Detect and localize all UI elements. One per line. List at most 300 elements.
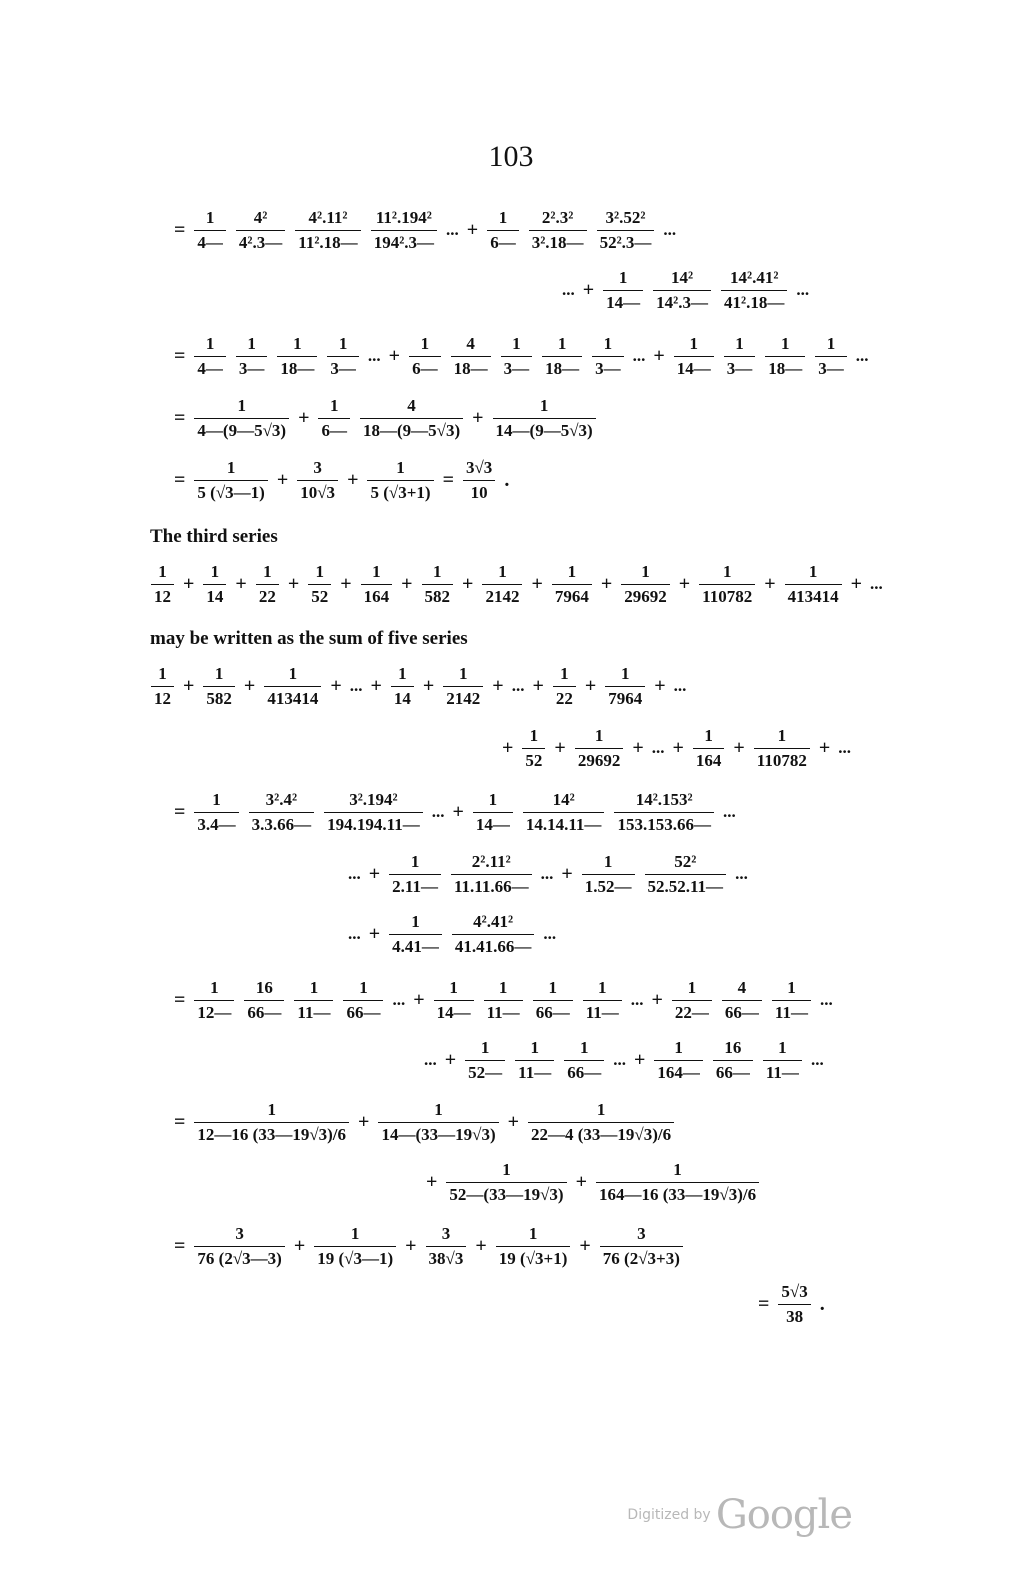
denominator: 52 xyxy=(525,750,543,770)
plus-sign: + xyxy=(472,406,484,429)
fraction xyxy=(724,334,756,378)
fraction xyxy=(614,790,714,834)
plus-sign: + xyxy=(466,218,479,241)
ellipsis: ... xyxy=(651,738,665,758)
plus-sign: + xyxy=(405,1234,417,1257)
series3-line xyxy=(148,562,885,622)
ellipsis: ... xyxy=(632,346,646,366)
equals-sign: = xyxy=(174,468,186,491)
numerator: 1 xyxy=(654,1038,703,1061)
denominator: 153.153.66— xyxy=(617,814,711,834)
fraction xyxy=(194,208,226,252)
fraction xyxy=(244,978,284,1022)
equals-sign: = xyxy=(174,344,186,367)
plus-sign: + xyxy=(462,572,474,595)
fraction xyxy=(722,978,762,1022)
denominator: 164 xyxy=(363,586,390,606)
fraction xyxy=(592,334,624,378)
five-series-line-2 xyxy=(500,726,853,786)
numerator: 1 xyxy=(361,562,393,585)
denominator: 14².3— xyxy=(656,292,709,312)
equals-sign: = xyxy=(174,406,186,429)
denominator: 11.11.66— xyxy=(453,876,529,896)
fraction xyxy=(426,1224,467,1268)
plus-sign: + xyxy=(582,278,595,301)
numerator: 4 xyxy=(451,334,491,357)
denominator: 22 xyxy=(258,586,276,606)
denominator: 4— xyxy=(197,232,223,252)
eq2-line-5 xyxy=(422,1038,826,1098)
denominator: 29692 xyxy=(624,586,667,606)
five-series-line-1 xyxy=(148,664,688,724)
fraction xyxy=(552,562,592,606)
numerator: 4².41² xyxy=(452,912,535,935)
denominator: 76 (2√3+3) xyxy=(602,1248,680,1268)
numerator: 4 xyxy=(722,978,762,1001)
denominator: 38√3 xyxy=(428,1248,464,1268)
ellipsis: ... xyxy=(838,738,851,758)
fraction xyxy=(721,268,787,312)
eq-line-5 xyxy=(172,458,511,518)
eq-line-2 xyxy=(560,268,811,328)
ellipsis: ... xyxy=(424,1050,437,1070)
numerator: 1 xyxy=(277,334,317,357)
denominator: 194².3— xyxy=(373,232,435,252)
ellipsis: ... xyxy=(540,864,554,884)
fraction xyxy=(533,978,573,1022)
fraction xyxy=(564,1038,604,1082)
numerator: 1 xyxy=(765,334,805,357)
numerator: 1 xyxy=(552,562,592,585)
fraction xyxy=(451,334,491,378)
fraction xyxy=(553,664,576,708)
denominator: 3— xyxy=(818,358,844,378)
denominator: 12 xyxy=(154,688,171,708)
eq-line-1 xyxy=(172,208,678,268)
numerator: 4².11² xyxy=(295,208,360,231)
plus-sign: + xyxy=(452,800,464,823)
numerator: 52² xyxy=(645,852,727,875)
fraction xyxy=(264,664,321,708)
numerator: 1 xyxy=(389,852,441,875)
fraction xyxy=(194,1100,349,1144)
period: . xyxy=(819,1292,825,1315)
fraction xyxy=(493,396,596,440)
plus-sign: + xyxy=(651,988,663,1011)
denominator: 11— xyxy=(518,1062,552,1082)
ellipsis: ... xyxy=(367,346,381,366)
numerator: 14² xyxy=(653,268,711,291)
plus-sign: + xyxy=(370,674,382,697)
fraction xyxy=(297,458,338,502)
denominator: 41.41.66— xyxy=(454,936,532,956)
fraction xyxy=(295,208,360,252)
fraction xyxy=(528,1100,674,1144)
denominator: 4².3— xyxy=(238,232,283,252)
watermark-logo-text: Google xyxy=(715,1492,852,1538)
numerator: 1 xyxy=(582,852,635,875)
fraction xyxy=(785,562,842,606)
fraction xyxy=(236,208,285,252)
eq2-line-9 xyxy=(756,1282,827,1342)
eq2-line-4 xyxy=(172,978,835,1038)
numerator: 3√3 xyxy=(463,458,495,481)
fraction xyxy=(487,208,519,252)
plus-sign: + xyxy=(554,736,566,759)
numerator: 1 xyxy=(194,790,238,813)
denominator: 66— xyxy=(724,1002,759,1022)
numerator: 1 xyxy=(785,562,842,585)
fraction xyxy=(294,978,333,1022)
numerator: 1 xyxy=(294,978,333,1001)
page-number: 103 xyxy=(488,140,534,173)
numerator: 1 xyxy=(409,334,441,357)
ellipsis: ... xyxy=(511,676,525,696)
fraction xyxy=(203,664,235,708)
denominator: 11— xyxy=(774,1002,808,1022)
fraction xyxy=(484,978,523,1022)
fraction xyxy=(360,396,463,440)
numerator: 3 xyxy=(194,1224,284,1247)
numerator: 4 xyxy=(360,396,463,419)
numerator: 1 xyxy=(151,664,174,687)
fraction xyxy=(473,790,513,834)
numerator: 1 xyxy=(203,562,226,585)
fraction xyxy=(314,1224,396,1268)
fraction xyxy=(582,852,635,896)
denominator: 52—(33—19√3) xyxy=(449,1184,564,1204)
fraction xyxy=(327,334,359,378)
numerator: 3².4² xyxy=(249,790,315,813)
plus-sign: + xyxy=(632,736,644,759)
plus-sign: + xyxy=(850,572,863,595)
denominator: 12—16 (33—19√3)/6 xyxy=(197,1124,347,1144)
numerator: 1 xyxy=(151,562,174,585)
fraction xyxy=(443,664,483,708)
numerator: 14².41² xyxy=(721,268,787,291)
denominator: 3.4— xyxy=(197,814,236,834)
fraction xyxy=(496,1224,571,1268)
fraction xyxy=(422,562,454,606)
numerator: 1 xyxy=(446,1160,566,1183)
numerator: 1 xyxy=(236,334,268,357)
denominator: 194.194.11— xyxy=(327,814,420,834)
denominator: 22 xyxy=(555,688,573,708)
denominator: 18— xyxy=(768,358,803,378)
fraction xyxy=(194,458,267,502)
fraction xyxy=(583,978,622,1022)
numerator: 16 xyxy=(244,978,284,1001)
ellipsis: ... xyxy=(562,280,575,300)
numerator: 1 xyxy=(592,334,624,357)
numerator: 1 xyxy=(443,664,483,687)
numerator: 1 xyxy=(553,664,576,687)
plus-sign: + xyxy=(358,1110,370,1133)
plus-sign: + xyxy=(183,572,195,595)
numerator: 1 xyxy=(343,978,383,1001)
numerator: 1 xyxy=(522,726,545,749)
fraction xyxy=(389,852,441,896)
numerator: 1 xyxy=(484,978,523,1001)
denominator: 3— xyxy=(726,358,753,378)
denominator: 38 xyxy=(786,1306,804,1326)
numerator: 1 xyxy=(575,726,624,749)
fraction xyxy=(653,268,711,312)
denominator: 52.52.11— xyxy=(647,876,724,896)
numerator: 1 xyxy=(603,268,643,291)
plus-sign: + xyxy=(426,1170,438,1193)
fraction xyxy=(772,978,811,1022)
fraction xyxy=(529,208,587,252)
numerator: 1 xyxy=(314,1224,396,1247)
numerator: 1 xyxy=(674,334,714,357)
numerator: 1 xyxy=(605,664,645,687)
plus-sign: + xyxy=(413,988,425,1011)
ellipsis: ... xyxy=(630,990,644,1010)
fraction xyxy=(446,1160,566,1204)
fraction xyxy=(522,726,545,770)
numerator: 1 xyxy=(493,396,596,419)
fraction xyxy=(600,1224,683,1268)
plus-sign: + xyxy=(243,674,256,697)
denominator: 3— xyxy=(238,358,265,378)
denominator: 6— xyxy=(412,358,438,378)
plus-sign: + xyxy=(502,736,514,759)
numerator: 1 xyxy=(754,726,810,749)
numerator: 1 xyxy=(528,1100,674,1123)
plus-sign: + xyxy=(444,1048,457,1071)
numerator: 1 xyxy=(308,562,331,585)
denominator: 582 xyxy=(206,688,232,708)
plus-sign: + xyxy=(584,674,597,697)
denominator: 11— xyxy=(585,1002,619,1022)
fraction xyxy=(371,208,437,252)
denominator: 18—(9—5√3) xyxy=(362,420,461,440)
equals-sign: = xyxy=(174,1110,186,1133)
eq2-line-2 xyxy=(346,852,750,912)
fraction xyxy=(324,790,423,834)
denominator: 3— xyxy=(595,358,621,378)
denominator: 4.41— xyxy=(392,936,439,956)
fraction xyxy=(713,1038,753,1082)
fraction xyxy=(501,334,533,378)
ellipsis: ... xyxy=(663,220,677,240)
ellipsis: ... xyxy=(348,864,361,884)
denominator: 18— xyxy=(453,358,488,378)
numerator: 1 xyxy=(194,458,267,481)
plus-sign: + xyxy=(276,468,289,491)
numerator: 3 xyxy=(600,1224,683,1247)
plus-sign: + xyxy=(235,572,247,595)
fraction xyxy=(523,790,605,834)
numerator: 1 xyxy=(583,978,622,1001)
ellipsis: ... xyxy=(673,676,687,696)
plus-sign: + xyxy=(330,674,342,697)
plus-sign: + xyxy=(654,674,666,697)
denominator: 413414 xyxy=(787,586,839,606)
denominator: 3— xyxy=(330,358,356,378)
fraction xyxy=(754,726,810,770)
denominator: 5 (√3+1) xyxy=(370,482,431,502)
denominator: 14— xyxy=(436,1002,471,1022)
numerator: 11².194² xyxy=(371,208,437,231)
denominator: 14— xyxy=(475,814,510,834)
equals-sign: = xyxy=(174,800,186,823)
plus-sign: + xyxy=(287,572,300,595)
eq2-line-3 xyxy=(346,912,558,972)
numerator: 1 xyxy=(515,1038,554,1061)
denominator: 7964 xyxy=(608,688,643,708)
fraction xyxy=(674,334,714,378)
plus-sign: + xyxy=(388,344,401,367)
fraction xyxy=(367,458,433,502)
numerator: 1 xyxy=(367,458,433,481)
digitized-by-google-watermark xyxy=(627,1492,852,1538)
denominator: 52 xyxy=(311,586,329,606)
fraction xyxy=(597,208,655,252)
numerator: 1 xyxy=(542,334,582,357)
denominator: 19 (√3+1) xyxy=(498,1248,568,1268)
fraction xyxy=(672,978,712,1022)
fraction-result xyxy=(463,458,495,502)
plus-sign: + xyxy=(575,1170,587,1193)
watermark-small-text: Digitized by xyxy=(627,1507,711,1523)
ellipsis: ... xyxy=(446,220,459,240)
denominator: 66— xyxy=(535,1002,570,1022)
denominator: 52— xyxy=(468,1062,503,1082)
fraction xyxy=(378,1100,498,1144)
fraction xyxy=(575,726,624,770)
denominator: 11— xyxy=(486,1002,520,1022)
eq-line-3 xyxy=(172,334,870,394)
plus-sign: + xyxy=(183,674,195,697)
fraction xyxy=(596,1160,759,1204)
plus-sign: + xyxy=(818,736,831,759)
ellipsis: ... xyxy=(870,574,883,594)
ellipsis: ... xyxy=(735,864,748,884)
fraction xyxy=(343,978,383,1022)
numerator: 1 xyxy=(473,790,513,813)
denominator: 3.3.66— xyxy=(251,814,312,834)
fraction xyxy=(409,334,441,378)
denominator: 2142 xyxy=(446,688,481,708)
denominator: 18— xyxy=(280,358,315,378)
fraction xyxy=(451,852,532,896)
fraction xyxy=(482,562,522,606)
numerator: 3².194² xyxy=(324,790,423,813)
plus-sign: + xyxy=(653,344,665,367)
numerator: 1 xyxy=(815,334,847,357)
plus-sign: + xyxy=(340,572,352,595)
plus-sign: + xyxy=(764,572,776,595)
ellipsis: ... xyxy=(392,990,406,1010)
fraction xyxy=(318,396,350,440)
fraction xyxy=(391,664,414,708)
numerator: 1 xyxy=(533,978,573,1001)
plus-sign: + xyxy=(678,572,691,595)
denominator: 18— xyxy=(545,358,580,378)
ellipsis: ... xyxy=(349,676,363,696)
numerator: 1 xyxy=(378,1100,498,1123)
numerator: 1 xyxy=(391,664,414,687)
fraction xyxy=(249,790,315,834)
numerator: 2².3² xyxy=(529,208,587,231)
plus-sign: + xyxy=(368,862,381,885)
fraction xyxy=(603,268,643,312)
fraction xyxy=(765,334,805,378)
fraction xyxy=(699,562,755,606)
denominator: 66— xyxy=(247,1002,282,1022)
numerator: 1 xyxy=(203,664,235,687)
plus-sign: + xyxy=(633,1048,646,1071)
numerator: 2².11² xyxy=(451,852,532,875)
numerator: 1 xyxy=(501,334,533,357)
eq2-line-7 xyxy=(424,1160,762,1220)
fraction xyxy=(151,562,174,606)
denominator: 1.52— xyxy=(584,876,632,896)
denominator: 164— xyxy=(657,1062,700,1082)
numerator: 1 xyxy=(194,396,289,419)
fraction xyxy=(256,562,279,606)
plus-sign: + xyxy=(422,674,435,697)
ellipsis: ... xyxy=(796,280,810,300)
denominator: 164 xyxy=(695,750,722,770)
numerator: 1 xyxy=(434,978,474,1001)
equals-sign: = xyxy=(174,218,186,241)
fraction xyxy=(465,1038,505,1082)
numerator: 1 xyxy=(482,562,522,585)
plus-sign: + xyxy=(561,862,573,885)
plus-sign: + xyxy=(531,572,543,595)
numerator: 14² xyxy=(523,790,605,813)
plus-sign: + xyxy=(600,572,613,595)
eq-line-4 xyxy=(172,396,599,456)
ellipsis: ... xyxy=(543,924,557,944)
text-third-series: The third series xyxy=(150,526,278,547)
denominator: 76 (2√3—3) xyxy=(197,1248,282,1268)
denominator: 14—(33—19√3) xyxy=(381,1124,496,1144)
numerator: 1 xyxy=(318,396,350,419)
plus-sign: + xyxy=(475,1234,487,1257)
numerator: 1 xyxy=(699,562,755,585)
denominator: 582 xyxy=(424,586,451,606)
denominator: 11— xyxy=(297,1002,331,1022)
denominator: 12 xyxy=(154,586,171,606)
plus-sign: + xyxy=(579,1234,591,1257)
denominator: 3².18— xyxy=(531,232,584,252)
denominator: 10√3 xyxy=(300,482,336,502)
denominator: 4— xyxy=(197,358,223,378)
numerator: 1 xyxy=(672,978,712,1001)
fraction xyxy=(308,562,331,606)
fraction xyxy=(542,334,582,378)
numerator: 14².153² xyxy=(614,790,714,813)
plus-sign: + xyxy=(532,674,544,697)
denominator: 66— xyxy=(567,1062,602,1082)
denominator: 22—4 (33—19√3)/6 xyxy=(531,1124,672,1144)
fraction xyxy=(236,334,268,378)
numerator: 1 xyxy=(194,978,234,1001)
fraction xyxy=(194,334,226,378)
denominator: 5 (√3—1) xyxy=(197,482,265,502)
plus-sign: + xyxy=(401,572,413,595)
fraction xyxy=(194,978,234,1022)
denominator: 14—(9—5√3) xyxy=(495,420,593,440)
numerator: 1 xyxy=(487,208,519,231)
fraction xyxy=(515,1038,554,1082)
denominator: 14 xyxy=(206,586,224,606)
denominator: 14 xyxy=(393,688,411,708)
